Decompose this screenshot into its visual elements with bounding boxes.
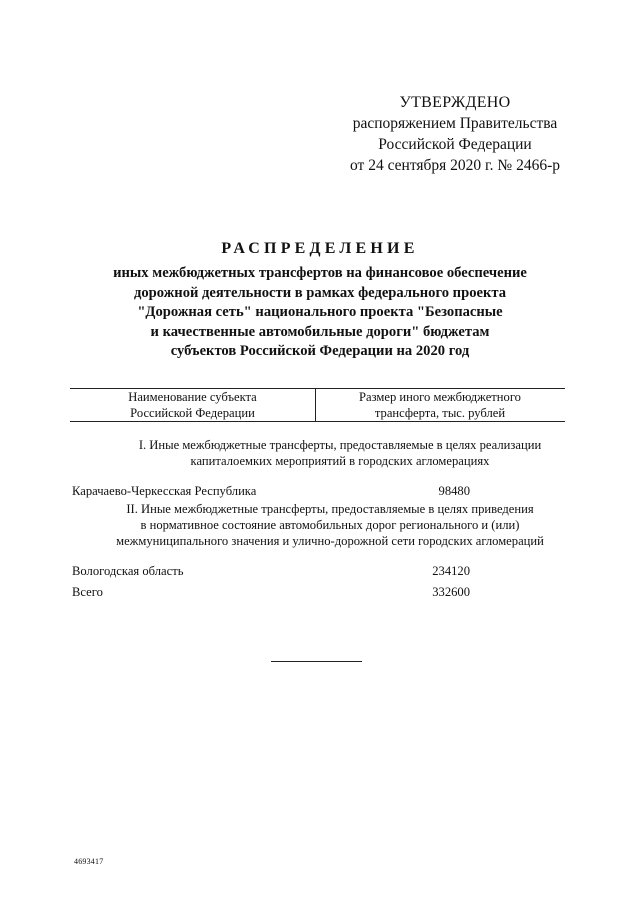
table-column-divider bbox=[315, 388, 316, 422]
approval-line-2: Российской Федерации bbox=[378, 136, 532, 153]
footer-code: 4693417 bbox=[74, 857, 104, 866]
subtitle-line: субъектов Российской Федерации на 2020 год bbox=[170, 343, 470, 359]
approval-block bbox=[330, 92, 580, 176]
column-header-amount-line: трансферта, тыс. рублей bbox=[374, 405, 506, 420]
section-heading-line: капиталоемких мероприятий в городских агломерациях bbox=[190, 454, 490, 468]
subtitle-line: иных межбюджетных трансфертов на финансовое обеспечение bbox=[113, 265, 527, 281]
section-heading-line: в нормативное состояние автомобильных дорог регионального и (или) bbox=[140, 518, 520, 532]
table-top-rule bbox=[70, 388, 565, 389]
column-header-amount-line: Размер иного межбюджетного bbox=[359, 390, 521, 404]
section-heading-line: I. Иные межбюджетные трансферты, предоставляемые в целях реализации bbox=[138, 438, 542, 452]
table-header-rule bbox=[70, 421, 565, 422]
section-heading-line: II. Иные межбюджетные трансферты, предоставляемые в целях приведения bbox=[126, 502, 534, 516]
section-1-heading bbox=[100, 437, 580, 469]
row-value: 98480 bbox=[438, 484, 470, 498]
section-heading-line: межмуниципального значения и улично-дорожной сети городских агломераций bbox=[116, 534, 544, 548]
approval-heading: УТВЕРЖДЕНО bbox=[399, 94, 511, 111]
column-header-subject bbox=[80, 390, 305, 421]
column-header-subject-line: Наименование субъекта bbox=[128, 390, 257, 404]
approval-line-1: распоряжением Правительства bbox=[352, 115, 558, 132]
end-rule bbox=[271, 661, 362, 662]
subtitle-line: дорожной деятельности в рамках федерального проекта bbox=[133, 284, 507, 301]
column-header-amount bbox=[325, 390, 555, 421]
approval-line-3: от 24 сентября 2020 г. № 2466-р bbox=[350, 157, 560, 174]
document-subtitle bbox=[80, 264, 560, 362]
subtitle-line: "Дорожная сеть" национального проекта "Безопасные bbox=[137, 304, 503, 320]
subtitle-line: и качественные автомобильные дороги" бюджетам bbox=[150, 323, 490, 340]
row-value: 234120 bbox=[432, 564, 470, 578]
row-name: Карачаево-Черкесская Республика bbox=[72, 484, 257, 498]
total-value: 332600 bbox=[432, 585, 470, 599]
document-title: РАСПРЕДЕЛЕНИЕ bbox=[221, 240, 419, 257]
column-header-subject-line: Российской Федерации bbox=[130, 405, 255, 420]
total-label: Всего bbox=[72, 585, 103, 599]
section-2-heading bbox=[60, 501, 600, 549]
row-name: Вологодская область bbox=[72, 564, 184, 578]
